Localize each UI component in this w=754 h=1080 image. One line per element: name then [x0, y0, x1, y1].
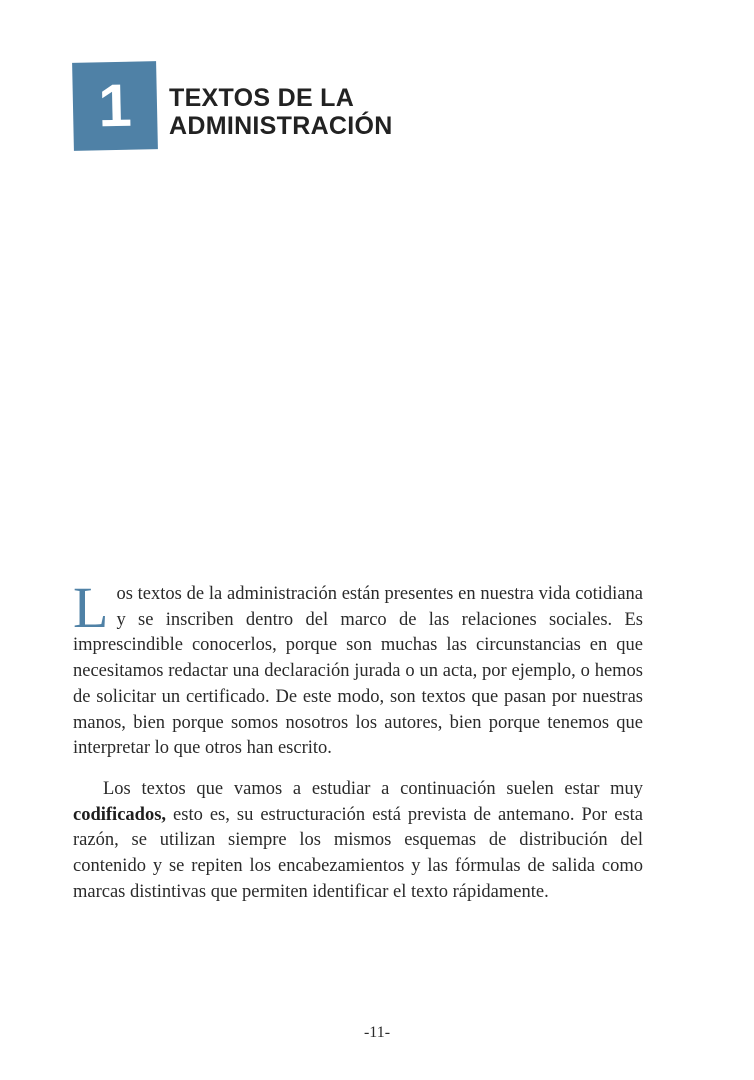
- paragraph-2-bold-term: codificados,: [73, 804, 167, 825]
- paragraph-2-text-after: esto es, su estructuración está prevista de antemano. Por esta razón, se utilizan siempre los mismos esquemas de distribución del contenido y se repiten los encabezamientos y las fórmulas de salida como marcas distintivas que permiten identificar el texto rápidamente.: [73, 804, 643, 902]
- paragraph-2-text-before: Los textos que vamos a estudiar a continuación suelen estar muy: [103, 778, 643, 799]
- drop-cap: L: [73, 575, 109, 640]
- paragraph-1-text: os textos de la administración están presentes en nuestra vida cotidiana y se inscriben dentro del marco de las relaciones sociales. Es imprescindible conocerlos, porque son muchas las circunstancias en que necesitamos redactar una declaración jurada o un acta, por ejemplo, o hemos de solicitar un certificado. De este modo, son textos que pasan por nuestras manos, bien porque somos nosotros los autores, bien porque tenemos que interpretar lo que otros han escrito.: [73, 584, 643, 759]
- chapter-title-line-2: ADMINISTRACIÓN: [169, 112, 393, 140]
- chapter-title-line-1: TEXTOS DE LA: [169, 84, 355, 112]
- paragraph-1: [73, 575, 643, 762]
- chapter-number-badge: [72, 61, 158, 151]
- paragraph-2: [73, 777, 643, 906]
- chapter-header: [73, 62, 393, 150]
- chapter-number: 1: [97, 71, 133, 140]
- chapter-title: [169, 84, 393, 140]
- page-number: -11-: [363, 1024, 391, 1041]
- body-text: [73, 575, 643, 905]
